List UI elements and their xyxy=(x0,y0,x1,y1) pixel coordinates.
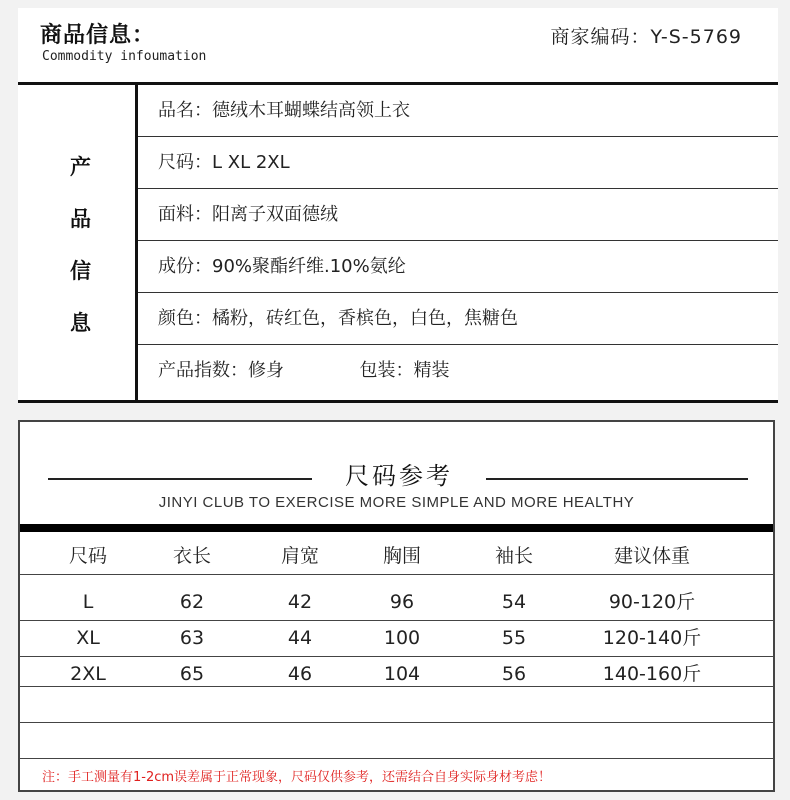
cell-shoulder: 44 xyxy=(287,627,313,649)
size-table-header xyxy=(20,538,773,574)
cell-chest: 104 xyxy=(383,663,421,685)
cell-size: L xyxy=(82,591,94,613)
cell-chest: 100 xyxy=(383,627,421,649)
cell-length: 63 xyxy=(179,627,205,649)
cell-size: XL xyxy=(76,627,100,649)
merchant-code: 商家编码：Y-S-5769 xyxy=(550,26,742,48)
title-line-right xyxy=(486,478,748,480)
cell-shoulder: 42 xyxy=(287,591,313,613)
cell-weight: 90-120斤 xyxy=(608,591,696,613)
row-divider xyxy=(20,574,773,575)
cell-weight: 140-160斤 xyxy=(602,663,702,685)
side-label xyxy=(18,85,136,402)
row-divider xyxy=(20,722,773,723)
header-length: 衣长 xyxy=(172,545,211,567)
side-label-char: 息 xyxy=(70,311,91,335)
title-line-left xyxy=(48,478,312,480)
header-sleeve: 袖长 xyxy=(494,545,533,567)
cell-chest: 96 xyxy=(389,591,415,613)
cell-sleeve: 55 xyxy=(501,627,527,649)
cell-sleeve: 54 xyxy=(501,591,527,613)
measurement-note: 注：手工测量有1-2cm误差属于正常现象，尺码仅供参考，还需结合自身实际身材考虑！ xyxy=(42,770,552,785)
table-row xyxy=(20,584,773,620)
header-weight: 建议体重 xyxy=(613,545,690,567)
size-ref-title: 尺码参考 xyxy=(345,462,453,490)
fit-index: 产品指数：修身 xyxy=(158,360,284,381)
size-reference-panel xyxy=(18,420,775,792)
info-row-fabric: 面料：阳离子双面德绒 xyxy=(138,189,778,241)
info-row-composition: 成份：90%聚酯纤维.10%氨纶 xyxy=(138,241,778,293)
black-band xyxy=(20,524,773,532)
info-header xyxy=(18,8,778,82)
info-row-colors: 颜色：橘粉，砖红色，香槟色，白色，焦糖色 xyxy=(138,293,778,345)
side-label-char: 品 xyxy=(70,207,91,231)
info-row-size: 尺码：L XL 2XL xyxy=(138,137,778,189)
product-info-panel xyxy=(18,8,778,402)
cell-sleeve: 56 xyxy=(501,663,527,685)
header-chest: 胸围 xyxy=(382,545,421,567)
info-title-en: Commodity infoumation xyxy=(42,49,207,64)
side-label-char: 产 xyxy=(70,155,91,179)
table-row xyxy=(20,620,773,656)
info-title: 商品信息： xyxy=(40,23,156,48)
header-shoulder: 肩宽 xyxy=(280,545,319,567)
info-row-fit-pack xyxy=(138,345,778,397)
row-divider xyxy=(20,758,773,759)
side-label-char: 信 xyxy=(70,259,91,283)
cell-weight: 120-140斤 xyxy=(602,627,702,649)
cell-shoulder: 46 xyxy=(287,663,313,685)
info-bottom-rule xyxy=(18,400,778,403)
info-row-name: 品名：德绒木耳蝴蝶结高领上衣 xyxy=(138,85,778,137)
packaging: 包装：精装 xyxy=(359,360,450,381)
row-divider xyxy=(20,686,773,687)
cell-length: 62 xyxy=(179,591,205,613)
size-ref-subtitle: JINYI CLUB TO EXERCISE MORE SIMPLE AND MORE HEALTHY xyxy=(158,494,635,511)
cell-length: 65 xyxy=(179,663,205,685)
cell-size: 2XL xyxy=(70,663,106,685)
header-size: 尺码 xyxy=(68,545,107,567)
